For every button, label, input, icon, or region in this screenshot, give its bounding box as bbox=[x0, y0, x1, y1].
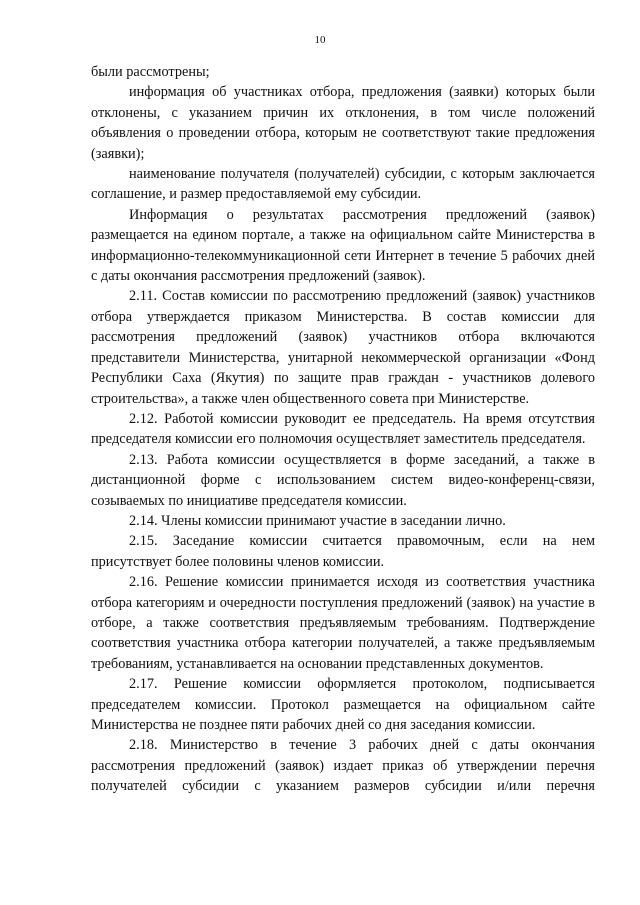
paragraph-section-2-18: 2.18. Министерство в течение 3 рабочих дней с даты окончания рассмотрения предложений (заявок) издает приказ об утверждении перечня получателей субсидии с указанием размеров субсидии и/или перечня bbox=[91, 737, 595, 795]
paragraph-section-2-16: 2.16. Решение комиссии принимается исходя из соответствия участника отбора категориям и очередности поступления предложений (заявок) на участие в отборе, а также соответствия предъявляемым требованиям. Подтверждение соответствия участника отбора категории получателей, а также предъявляемым требованиям, устанавливается на основании представленных документов. bbox=[91, 574, 595, 672]
paragraph-section-2-15: 2.15. Заседание комиссии считается правомочным, если на нем присутствует более половины членов комиссии. bbox=[91, 533, 595, 570]
paragraph-1: были рассмотрены; bbox=[91, 64, 210, 80]
paragraph-3: наименование получателя (получателей) субсидии, с которым заключается соглашение, и размер предоставляемой ему субсидии. bbox=[91, 166, 595, 203]
paragraph-section-2-17: 2.17. Решение комиссии оформляется протоколом, подписывается председателем комиссии. Протокол размещается на официальном сайте Министерства не позднее пяти рабочих дней со дня заседания комиссии. bbox=[91, 676, 595, 733]
paragraph-section-2-12: 2.12. Работой комиссии руководит ее председатель. На время отсутствия председателя комиссии его полномочия осуществляет заместитель председателя. bbox=[91, 410, 595, 448]
paragraph-4: Информация о результатах рассмотрения предложений (заявок) размещается на едином портале, а также на официальном сайте Министерства в информационно-телекоммуникационной сети Интернет в течение 5 рабочих дней с даты окончания рассмотрения предложений (заявок). bbox=[91, 206, 595, 285]
paragraph-section-2-14: 2.14. Члены комиссии принимают участие в заседании лично. bbox=[129, 512, 506, 529]
document-body bbox=[91, 62, 595, 797]
paragraph-2: информация об участниках отбора, предложения (заявки) которых были отклонены, с указанием причин их отклонения, в том числе положений объявления о проведении отбора, которым не соответствуют такие предложения (заявки); bbox=[91, 84, 595, 162]
page-number: 10 bbox=[314, 34, 326, 46]
paragraph-section-2-11: 2.11. Состав комиссии по рассмотрению предложений (заявок) участников отбора утверждается приказом Министерства. В состав комиссии для рассмотрения предложений (заявок) участников отбора включаются представители Министерства, унитарной некоммерческой организации «Фонд Республики Саха (Якутия) по защите прав граждан - участников долевого строительства», а также член общественного совета при Министерстве. bbox=[91, 288, 595, 407]
paragraph-section-2-13: 2.13. Работа комиссии осуществляется в форме заседаний, а также в дистанционной форме с использованием систем видео-конференц-связи, созываемых по инициативе председателя комиссии. bbox=[91, 451, 595, 509]
